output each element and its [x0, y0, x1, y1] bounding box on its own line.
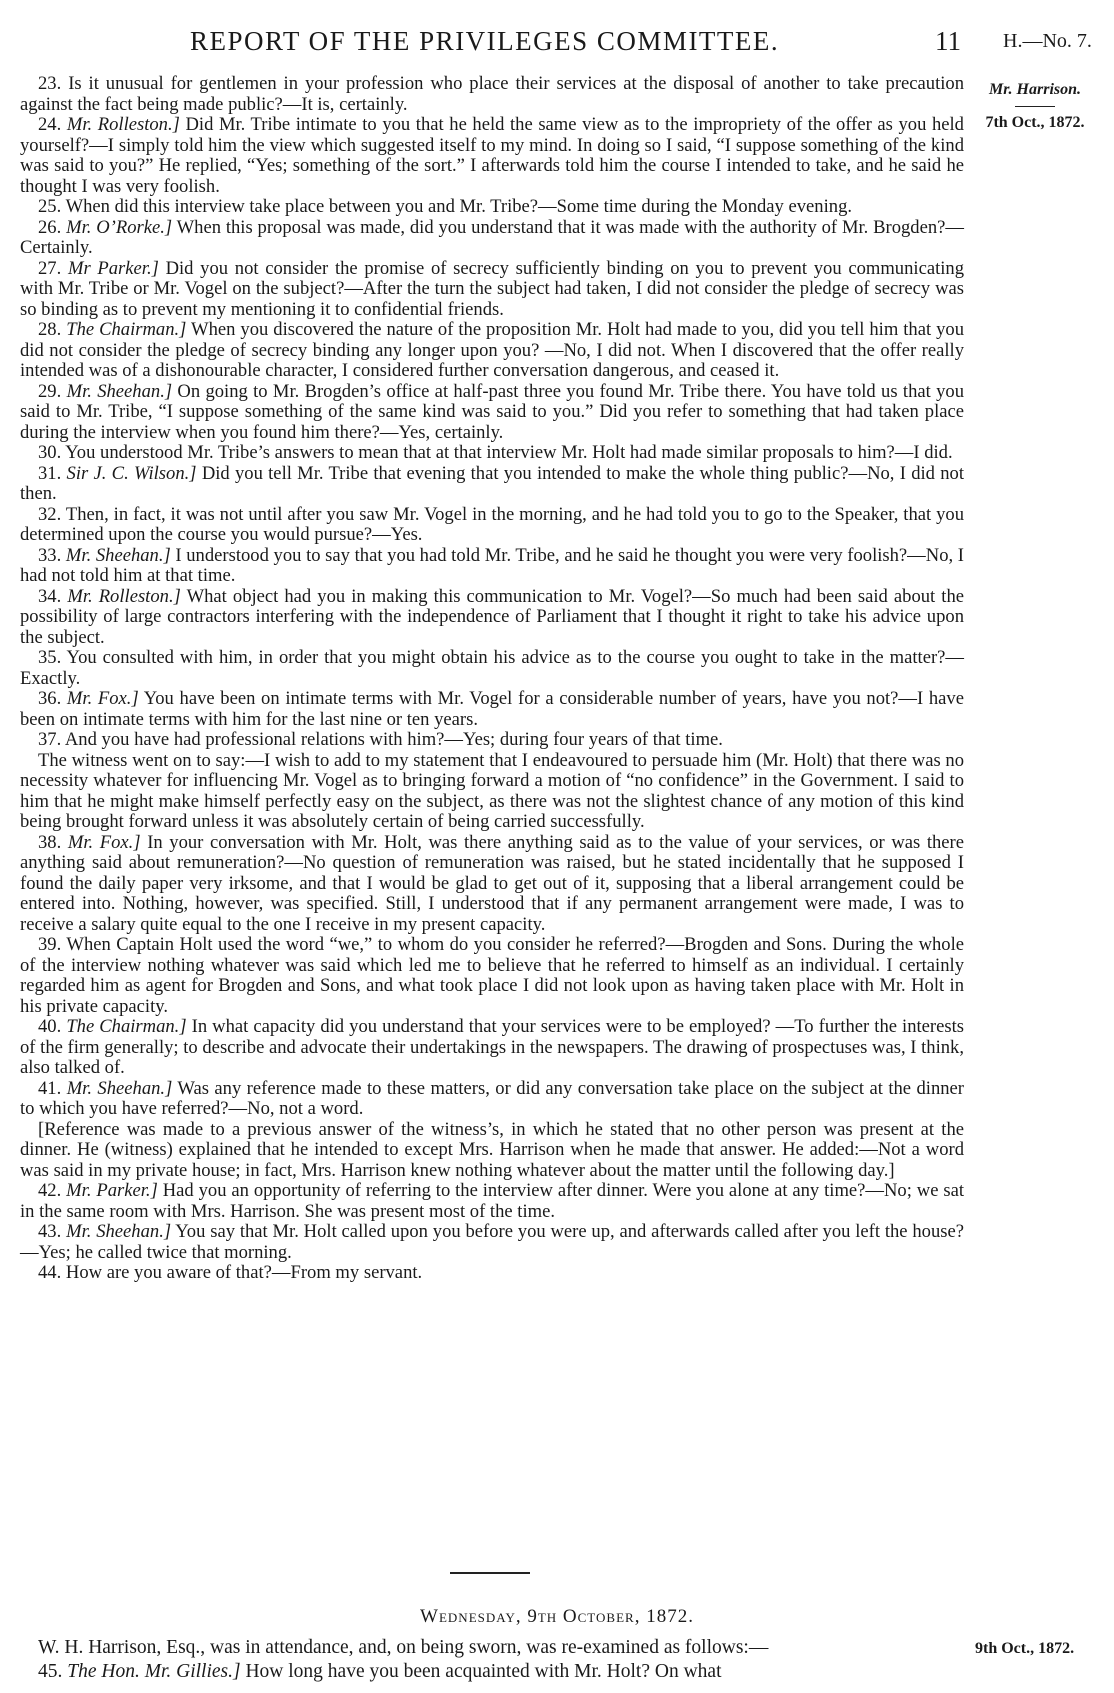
speaker-name: Mr. Fox.]	[67, 831, 141, 853]
question-number: 39.	[38, 934, 62, 955]
paragraph-text: [Reference was made to a previous answer of the witness’s, in which he stated that no other person was present at the dinner. He (witness) explained that he intended to except Mrs. Harrison when he made that answer. He added:—Not a word was said in my private house; in fact, Mrs. Harrison knew nothing whatever about the matter until the following day.]	[20, 1118, 964, 1181]
paragraph-text: Then, in fact, it was not until after you saw Mr. Vogel in the morning, and he had told you to go to the Speaker, that you determined upon the course you would pursue?—Yes.	[20, 503, 965, 545]
paragraph-text: Did you not consider the promise of secrecy sufficiently binding on you to prevent you communicating with Mr. Tribe or Mr. Vogel on the subject?—After the turn the subject had taken, I did not consider the pledge of secrecy was so binding as to prevent my mentioning it to confidential friends.	[20, 257, 964, 320]
speaker-name: Mr. Sheehan.]	[66, 1077, 173, 1099]
paragraph-text: You consulted with him, in order that you might obtain his advice as to the course you ought to take in the matter?—Exactly.	[20, 647, 965, 689]
paragraph-text: Did you tell Mr. Tribe that evening that you intended to make the whole thing public?—No, I did not then.	[20, 462, 964, 504]
section-date-heading: Wednesday, 9th October, 1872.	[420, 1606, 694, 1627]
testimony-paragraph	[20, 935, 964, 1017]
question-number: 42.	[38, 1180, 62, 1201]
question-number: 37.	[38, 729, 62, 750]
page-number: 11	[935, 26, 961, 56]
question-number: 40.	[38, 1016, 62, 1037]
speaker-name: Mr. O’Rorke.]	[66, 216, 173, 238]
testimony-paragraph	[20, 1181, 964, 1222]
paragraph-text: I understood you to say that you had told Mr. Tribe, and he said he thought you were very foolish?—No, I had not told him at that time.	[20, 544, 964, 586]
speaker-name: Mr. Parker.]	[66, 1180, 158, 1201]
question-number: 33.	[38, 544, 62, 566]
question-number: 27.	[38, 257, 62, 279]
question-number: 41.	[38, 1077, 62, 1099]
speaker-name: Sir J. C. Wilson.]	[66, 462, 197, 484]
question-number: 30.	[38, 442, 62, 463]
paragraph-text: How are you aware of that?—From my servant.	[65, 1262, 423, 1283]
testimony-paragraph	[20, 115, 964, 197]
paragraph-text: And you have had professional relations with him?—Yes; during four years of that time.	[64, 729, 723, 750]
testimony-paragraph	[20, 320, 964, 382]
paragraph-text: The witness went on to say:—I wish to add to my statement that I endeavoured to persuade him (Mr. Holt) that there was no necessity whatever for influencing Mr. Vogel as to bringing forward a motion of “no confidence” in the Government. I said to him that he might make himself perfectly easy on the subject, as there was not the slightest chance of any motion of this kind being brought forward unless it was absolutely certain of being carried successfully.	[20, 749, 964, 832]
paragraph-text: You understood Mr. Tribe’s answers to mean that at that interview Mr. Holt had made similar proposals to him?—I did.	[65, 442, 953, 463]
testimony-paragraph	[20, 648, 964, 689]
speaker-name: Mr. Rolleston.]	[67, 585, 181, 607]
question-number: 28.	[38, 319, 62, 340]
paragraph-text: When did this interview take place between you and Mr. Tribe?—Some time during the Monday evening.	[65, 196, 853, 217]
testimony-paragraph	[20, 1079, 964, 1120]
paragraph-text: Had you an opportunity of referring to the interview after dinner. Were you alone at any time?—No; we sat in the same room with Mrs. Harrison. She was present most of the time.	[20, 1180, 965, 1222]
testimony-paragraph	[20, 382, 964, 444]
paragraph-text: In your conversation with Mr. Holt, was there anything said as to the value of your services, or was there anything said about remuneration?—No question of remuneration was raised, but he stated incidentally that he supposed I found the daily paper very irksome, and that I would be glad to get out of it, supposing that a liberal arrangement could be entered into. Nothing, however, was specified. Still, I understood that if any permanent arrangement were made, I was to receive a salary quite equal to the one I receive in my present capacity.	[20, 831, 964, 935]
section-separator	[450, 1572, 530, 1574]
question-text: How long have you been acquainted with Mr. Holt? On what	[245, 1661, 722, 1682]
page-header	[0, 22, 1114, 62]
paragraph-text: You say that Mr. Holt called upon you before you were up, and afterwards called after you left the house?—Yes; he called twice that morning.	[20, 1221, 964, 1263]
question-number: 35.	[38, 647, 62, 668]
testimony-body	[20, 74, 964, 1284]
speaker-name: The Hon. Mr. Gillies.]	[67, 1661, 241, 1682]
paragraph-text: What object had you in making this communication to Mr. Vogel?—So much had been said about the possibility of large contractors interfering with the independence of Parliament that I thought it right to take his advice upon the subject.	[20, 585, 965, 648]
margin-note-witness	[975, 80, 1095, 133]
paragraph-text: You have been on intimate terms with Mr. Vogel for a considerable number of years, have you not?—I have been on intimate terms with him for the last nine or ten years.	[20, 688, 964, 730]
speaker-name: Mr. Sheehan.]	[65, 544, 171, 566]
paragraph-text: Is it unusual for gentlemen in your profession who place their services at the disposal of another to take precaution against the fact being made public?—It is, certainly.	[20, 73, 964, 115]
intro-paragraph: W. H. Harrison, Esq., was in attendance, and, on being sworn, was re-examined as follows:—	[38, 1637, 769, 1658]
testimony-paragraph	[20, 1222, 964, 1263]
question-number: 34.	[38, 585, 62, 607]
speaker-name: Mr. Sheehan.]	[66, 1221, 172, 1242]
question-number: 32.	[38, 503, 62, 525]
paragraph-text: When this proposal was made, did you understand that it was made with the authority of Mr. Brogden?—Certainly.	[20, 216, 964, 258]
testimony-paragraph	[20, 833, 964, 936]
question-paragraph	[20, 1660, 964, 1684]
speaker-name: Mr. Fox.]	[66, 688, 139, 709]
question-number: 43.	[38, 1221, 62, 1242]
re-examination-intro	[20, 1636, 964, 1684]
speaker-name: The Chairman.]	[66, 1016, 187, 1037]
testimony-paragraph	[20, 74, 964, 115]
question-number: 23.	[38, 73, 62, 94]
speaker-name: Mr. Rolleston.]	[66, 114, 180, 135]
speaker-name: The Chairman.]	[66, 319, 187, 340]
testimony-paragraph	[20, 587, 964, 649]
question-number: 45.	[38, 1661, 63, 1682]
margin-rule	[1015, 106, 1055, 107]
question-number: 26.	[38, 216, 62, 238]
testimony-paragraph	[20, 689, 964, 730]
testimony-paragraph	[20, 505, 964, 546]
running-title: REPORT OF THE PRIVILEGES COMMITTEE.	[190, 26, 780, 56]
testimony-paragraph	[20, 1120, 964, 1182]
question-number: 44.	[38, 1262, 62, 1283]
testimony-paragraph	[20, 443, 964, 464]
speaker-name: Mr. Sheehan.]	[66, 380, 173, 402]
testimony-paragraph	[20, 751, 964, 833]
paragraph-text: In what capacity did you understand that your services were to be employed? —To further the interests of the firm generally; to describe and advocate their undertakings in the newspapers. The drawing of prospectuses was, I think, also talked of.	[20, 1016, 965, 1078]
testimony-paragraph	[20, 1017, 964, 1079]
question-number: 25.	[38, 196, 62, 217]
question-number: 24.	[38, 114, 62, 135]
testimony-paragraph	[20, 464, 964, 505]
question-number: 36.	[38, 688, 62, 709]
speaker-name: Mr Parker.]	[67, 257, 159, 279]
testimony-paragraph	[20, 218, 964, 259]
paragraph-text: When Captain Holt used the word “we,” to whom do you consider he referred?—Brogden and Sons. During the whole of the interview nothing whatever was said which led me to believe that he referred to himself as an individual. I certainly regarded him as agent for Brogden and Sons, and what took place I did not look upon as having taken place with Mr. Holt in his private capacity.	[20, 934, 965, 1017]
paragraph-text: When you discovered the nature of the proposition Mr. Holt had made to you, did you tell him that you did not consider the pledge of secrecy binding any longer upon you? —No, I did not. When I discovered that the offer really intended was of a dishonourable character, I considered further conversation dangerous, and ceased it.	[20, 319, 965, 381]
question-number: 31.	[38, 462, 62, 484]
paragraph-text: On going to Mr. Brogden’s office at half-past three you found Mr. Tribe there. You have told us that you said to Mr. Tribe, “I suppose something of the same kind was said to you.” Did you refer to something that had taken place during the interview when you found him there?—Yes, certainly.	[20, 380, 964, 443]
question-number: 38.	[38, 831, 62, 853]
testimony-paragraph	[20, 197, 964, 218]
margin-witness-name: Mr. Harrison.	[988, 81, 1082, 98]
document-reference: H.—No. 7.	[1003, 30, 1092, 52]
testimony-paragraph	[20, 1263, 964, 1284]
margin-date-second: 9th Oct., 1872.	[975, 1640, 1075, 1657]
testimony-paragraph	[20, 259, 964, 321]
paragraph-text: Did Mr. Tribe intimate to you that he held the same view as to the impropriety of the offer as you held yourself?—I simply told him the view which suggested itself to my mind. In doing so I said, “I suppose something of the kind was said to you?” He replied, “Yes; something of the sort.” I afterwards told him the course I intended to take, and he said he thought I was very foolish.	[20, 114, 964, 197]
testimony-paragraph	[20, 546, 964, 587]
testimony-paragraph	[20, 730, 964, 751]
margin-date: 7th Oct., 1872.	[985, 114, 1085, 131]
question-number: 29.	[38, 380, 62, 402]
paragraph-text: Was any reference made to these matters, or did any conversation take place on the subject at the dinner to which you have referred?—No, not a word.	[20, 1077, 964, 1119]
